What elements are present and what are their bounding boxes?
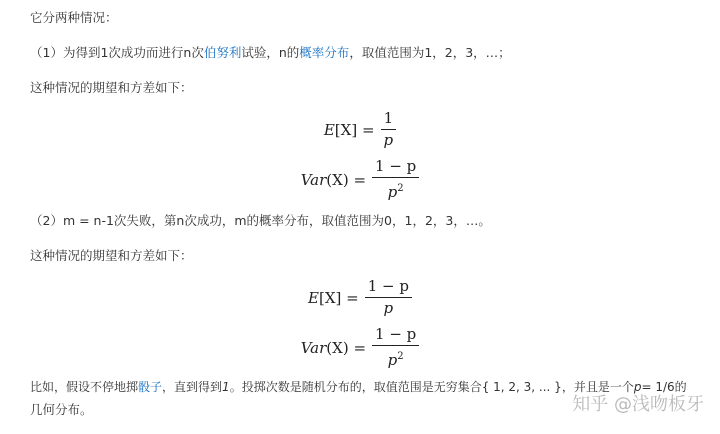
expectation-formula-1 [0, 110, 720, 149]
denominator: p [383, 299, 394, 317]
variance-formula-2 [0, 326, 720, 369]
probability-distribution-link[interactable]: 概率分布 [299, 45, 350, 60]
fraction [381, 110, 397, 149]
e-symbol: E [308, 288, 319, 307]
zhihu-watermark: 知乎 @浅吻板牙 [572, 394, 704, 415]
dice-link[interactable]: 骰子 [138, 380, 163, 394]
denominator [385, 178, 407, 201]
var-argument: (X) = [326, 338, 367, 357]
variance-formula-1 [0, 158, 720, 201]
e-symbol: E [323, 120, 335, 139]
expect-variance-heading-2: 这种情况的期望和方差如下： [30, 248, 193, 263]
expectation-formula-2 [0, 278, 720, 317]
p-symbol: p [387, 183, 398, 201]
numerator: 1 − p [372, 158, 419, 178]
exponent: 2 [397, 351, 404, 362]
case1-paragraph [30, 44, 511, 62]
denominator [385, 346, 407, 369]
expect-variance-heading-1: 这种情况的期望和方差如下： [30, 80, 193, 95]
e-argument: [X] = [318, 288, 359, 307]
case1-text-c: ，取值范围为1，2，3，…； [349, 45, 511, 60]
bernoulli-link[interactable]: 伯努利 [203, 45, 242, 60]
case2-paragraph: （2）m = n-1次失败，第n次成功，m的概率分布，取值范围为0，1，2，3，…。 [30, 213, 491, 228]
denominator: p [383, 131, 394, 149]
case1-text-b: 试验，n的 [241, 45, 300, 60]
intro-text: 它分两种情况： [30, 10, 118, 25]
example-text-a: 比如，假设不停地掷 [30, 380, 139, 394]
numerator: 1 − p [365, 278, 412, 298]
exponent: 2 [397, 183, 404, 194]
fraction [372, 158, 419, 201]
case1-text-a: （1）为得到1次成功而进行n次 [30, 45, 204, 60]
fraction [372, 326, 419, 369]
p-symbol: p [387, 351, 398, 369]
var-symbol: Var [300, 338, 327, 357]
numerator: 1 − p [372, 326, 419, 346]
example-p-symbol: p [633, 380, 642, 394]
numerator: 1 [381, 110, 397, 130]
example-text-d: = 1/6的 [641, 380, 687, 394]
example-text-b: ，直到得到 [162, 380, 223, 394]
var-symbol: Var [300, 170, 327, 189]
example-emphasis-one: 1 [222, 380, 230, 394]
var-argument: (X) = [326, 170, 367, 189]
fraction [365, 278, 412, 317]
e-argument: [X] = [334, 120, 375, 139]
example-text-c: 。投掷次数是随机分布的，取值范围是无穷集合{ 1, 2, 3, ... }，并且是一个 [229, 380, 634, 394]
example-paragraph-line2: 几何分布。 [30, 402, 93, 417]
